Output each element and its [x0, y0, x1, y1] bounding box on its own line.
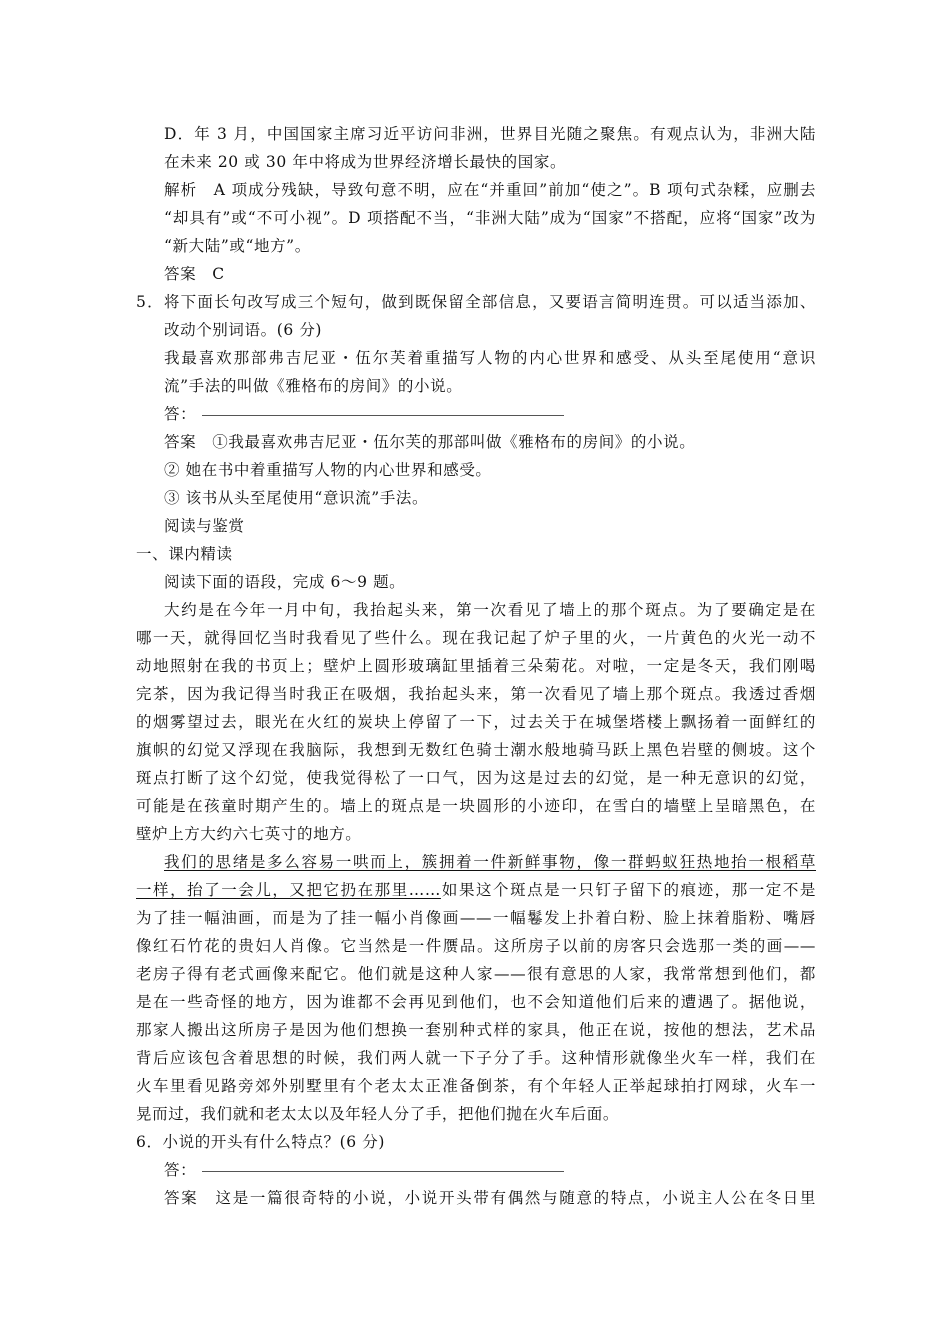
passage-line: 哪一天，就得回忆当时我看见了些什么。现在我记起了炉子里的火，一片黄色的火光一动不: [136, 629, 816, 647]
passage-line: 像红石竹花的贵妇人肖像。它当然是一件赝品。这所房子以前的房客只会选那一类的画——: [136, 937, 816, 955]
passage-line: 动地照射在我的书页上；壁炉上圆形玻璃缸里插着三朵菊花。对啦，一定是冬天，我们刚喝: [136, 657, 816, 675]
option-d-line2: 在未来 20 或 30 年中将成为世界经济增长最快的国家。: [164, 153, 567, 171]
section-heading: 阅读与鉴赏: [164, 517, 245, 535]
q5-answer-line2: ② 她在书中着重描写人物的内心世界和感受。: [164, 461, 492, 479]
passage-line: 老房子得有老式画像来配它。他们就是这种人家——很有意思的人家，我常常想到他们，都: [136, 965, 816, 983]
analysis-line3: “新大陆”或“地方”。: [164, 237, 311, 255]
q5-sentence-line2: 流”手法的叫做《雅格布的房间》的小说。: [164, 377, 463, 395]
underlined-text: 一样，抬了一会儿，又把它扔在那里……: [136, 881, 441, 899]
underlined-text: 我们的思绪是多么容易一哄而上，簇拥着一件新鲜事物，像一群蚂蚁狂热地抬一根稻草: [164, 853, 816, 871]
q6-answer-prompt: 答：: [164, 1161, 197, 1179]
passage-line: [136, 878, 816, 902]
q6-answer-field[interactable]: [164, 1158, 816, 1182]
reading-instruction: 阅读下面的语段，完成 6～9 题。: [164, 573, 406, 591]
passage-line: 斑点打断了这个幻觉，使我觉得松了一口气，因为这是过去的幻觉，是一种无意识的幻觉，: [136, 769, 816, 787]
option-d-line1: D．年 3 月，中国国家主席习近平访问非洲，世界目光随之聚焦。有观点认为，非洲大陆: [164, 125, 816, 143]
q6-answer-line1: 答案 这是一篇很奇特的小说，小说开头带有偶然与随意的特点，小说主人公在冬日里: [164, 1189, 816, 1207]
q5-answer-line3: ③ 该书从头至尾使用“意识流”手法。: [164, 489, 429, 507]
q6-stem: 6．小说的开头有什么特点？(6 分): [136, 1133, 386, 1151]
q5-answer-blank[interactable]: [202, 414, 564, 416]
part-heading: 一、课内精读: [136, 545, 233, 563]
q4-answer: 答案 C: [164, 265, 225, 283]
q5-answer-line1: 答案 ①我最喜欢弗吉尼亚・伍尔芙的那部叫做《雅格布的房间》的小说。: [164, 433, 696, 451]
q5-sentence-line1: 我最喜欢那部弗吉尼亚・伍尔芙着重描写人物的内心世界和感受、从头至尾使用“意识: [164, 349, 816, 367]
passage-text: 如果这个斑点是一只钉子留下的痕迹，那一定不是: [440, 881, 816, 899]
passage-line: 大约是在今年一月中旬，我抬起头来，第一次看见了墙上的那个斑点。为了要确定是在: [164, 601, 816, 619]
passage-line: 是在一些奇怪的地方，因为谁都不会再见到他们，也不会知道他们后来的遭遇了。据他说，: [136, 993, 816, 1011]
q5-answer-field[interactable]: [164, 402, 816, 426]
passage-line: 可能是在孩童时期产生的。墙上的斑点是一块圆形的小迹印，在雪白的墙壁上呈暗黑色，在: [136, 797, 816, 815]
passage-line: 为了挂一幅油画，而是为了挂一幅小肖像画——一幅鬈发上扑着白粉、脸上抹着脂粉、嘴唇: [136, 909, 816, 927]
passage-line: 的烟雾望过去，眼光在火红的炭块上停留了一下，过去关于在城堡塔楼上飘扬着一面鲜红的: [136, 713, 816, 731]
passage-line: 火车里看见路旁郊外别墅里有个老太太正准备倒茶，有个年轻人正举起球拍打网球，火车一: [136, 1077, 816, 1095]
passage-line: 完茶，因为我记得当时我正在吸烟，我抬起头来，第一次看见了墙上那个斑点。我透过香烟: [136, 685, 816, 703]
q6-answer-blank[interactable]: [202, 1170, 564, 1172]
analysis-line2: “却具有”或“不可小视”。D 项搭配不当，“非洲大陆”成为“国家”不搭配，应将“国家”改为: [164, 209, 816, 227]
q5-stem-line1: 5．将下面长句改写成三个短句，做到既保留全部信息，又要语言简明连贯。可以适当添加、: [136, 293, 816, 311]
analysis-line1: 解析 A 项成分残缺，导致句意不明，应在“并重回”前加“使之”。B 项句式杂糅，应删去: [164, 181, 816, 199]
passage-line-underlined: [164, 850, 816, 874]
passage-line: 背后应该包含着思想的时候，我们两人就一下子分了手。这种情形就像坐火车一样，我们在: [136, 1049, 816, 1067]
passage-line: 壁炉上方大约六七英寸的地方。: [136, 825, 362, 843]
passage-line: 晃而过，我们就和老太太以及年轻人分了手，把他们抛在火车后面。: [136, 1105, 620, 1123]
passage-line: 那家人搬出这所房子是因为他们想换一套别种式样的家具，他正在说，按他的想法，艺术品: [136, 1021, 816, 1039]
passage-line: 旗帜的幻觉又浮现在我脑际，我想到无数红色骑士潮水般地骑马跃上黑色岩壁的侧坡。这个: [136, 741, 816, 759]
q5-answer-prompt: 答：: [164, 405, 197, 423]
q5-stem-line2: 改动个别词语。(6 分): [164, 321, 323, 339]
